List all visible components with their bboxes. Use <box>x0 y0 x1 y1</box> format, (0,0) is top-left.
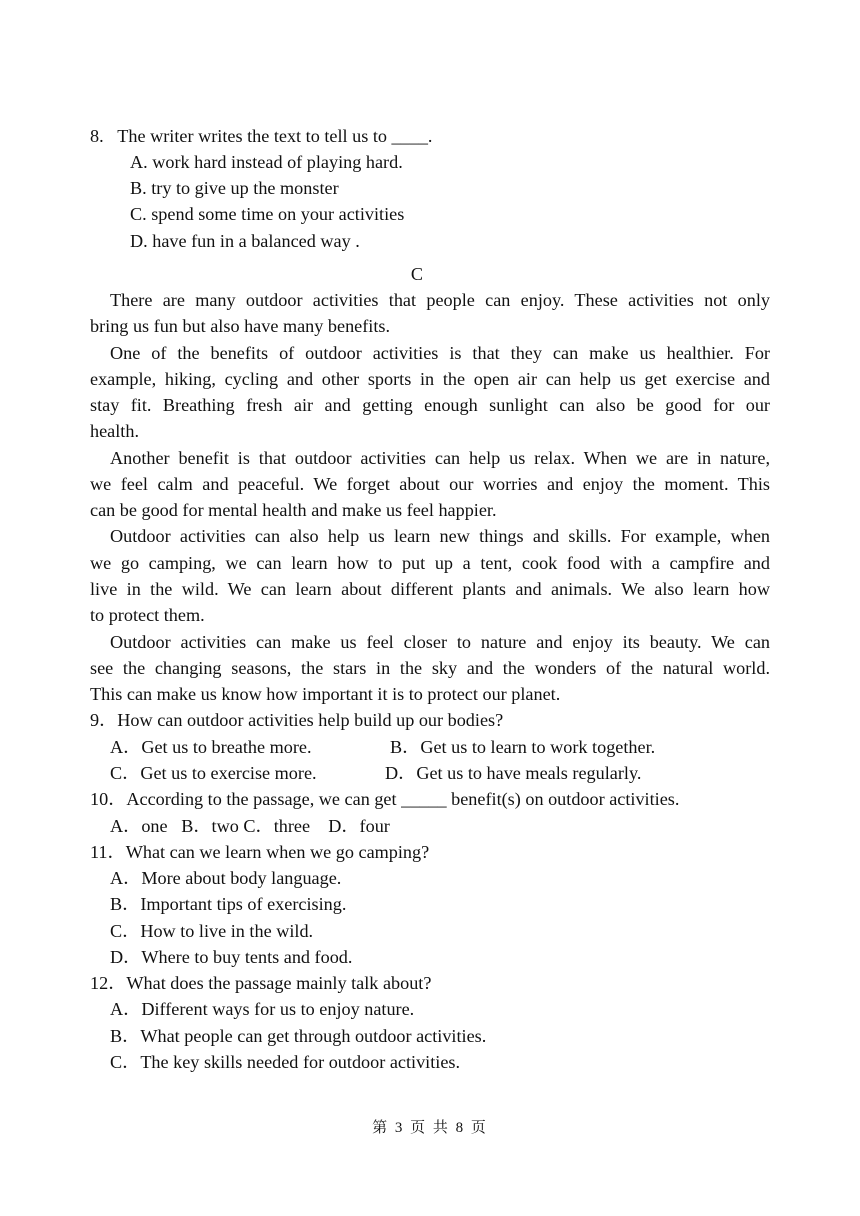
passage-line: bring us fun but also have many benefits. <box>90 316 391 336</box>
passage-line: can be good for mental health and make us feel happier. <box>90 500 497 520</box>
q11-option-a: A．More about body language. <box>110 868 342 888</box>
passage-line: There are many outdoor activities that people can enjoy. These activities not only <box>110 290 770 310</box>
passage-line: example, hiking, cycling and other sports in the open air can help us get exercise and <box>90 369 770 389</box>
q10-options: A．one B．two C．three D．four <box>110 816 390 836</box>
passage-line: One of the benefits of outdoor activities is that they can make us healthier. For <box>110 343 770 363</box>
page-number: 第 3 页 共 8 页 <box>372 1120 488 1136</box>
passage-line: we go camping, we can learn how to put up a tent, cook food with a campfire and <box>90 553 770 573</box>
q9-option-c: C．Get us to exercise more. <box>110 763 317 783</box>
q11-option-c: C．How to live in the wild. <box>110 921 314 941</box>
q10-stem: 10．According to the passage, we can get _____ benefit(s) on outdoor activities. <box>90 789 680 809</box>
q9-option-d: D．Get us to have meals regularly. <box>385 763 642 783</box>
passage-line: Outdoor activities can also help us learn new things and skills. For example, when <box>110 526 770 546</box>
q9-option-b: B．Get us to learn to work together. <box>390 737 656 757</box>
passage-line: Another benefit is that outdoor activities can help us relax. When we are in nature, <box>110 448 770 468</box>
q8-option-d: D. have fun in a balanced way . <box>130 231 360 251</box>
passage-line: live in the wild. We can learn about different plants and animals. We also learn how <box>90 579 770 599</box>
q11-option-d: D．Where to buy tents and food. <box>110 947 353 967</box>
passage-line: stay fit. Breathing fresh air and getting enough sunlight can also be good for our <box>90 395 770 415</box>
q12-stem: 12．What does the passage mainly talk about? <box>90 973 432 993</box>
passage-line: to protect them. <box>90 605 205 625</box>
q9-stem: 9．How can outdoor activities help build up our bodies? <box>90 710 504 730</box>
section-c-heading: C <box>410 264 424 284</box>
q8-stem: 8. The writer writes the text to tell us to ____. <box>90 126 433 146</box>
q8-option-a: A. work hard instead of playing hard. <box>130 152 403 172</box>
q12-option-a: A．Different ways for us to enjoy nature. <box>110 999 415 1019</box>
q12-option-b: B．What people can get through outdoor activities. <box>110 1026 487 1046</box>
passage-line: This can make us know how important it is to protect our planet. <box>90 684 561 704</box>
q9-option-a: A．Get us to breathe more. <box>110 737 312 757</box>
q11-option-b: B．Important tips of exercising. <box>110 894 347 914</box>
passage-line: health. <box>90 421 139 441</box>
q8-option-c: C. spend some time on your activities <box>130 204 405 224</box>
q11-stem: 11．What can we learn when we go camping? <box>90 842 430 862</box>
passage-line: Outdoor activities can make us feel closer to nature and enjoy its beauty. We can <box>110 632 770 652</box>
passage-line: we feel calm and peaceful. We forget about our worries and enjoy the moment. This <box>90 474 770 494</box>
passage-line: see the changing seasons, the stars in the sky and the wonders of the natural world. <box>90 658 770 678</box>
q8-option-b: B. try to give up the monster <box>130 178 339 198</box>
q12-option-c: C．The key skills needed for outdoor activities. <box>110 1052 461 1072</box>
